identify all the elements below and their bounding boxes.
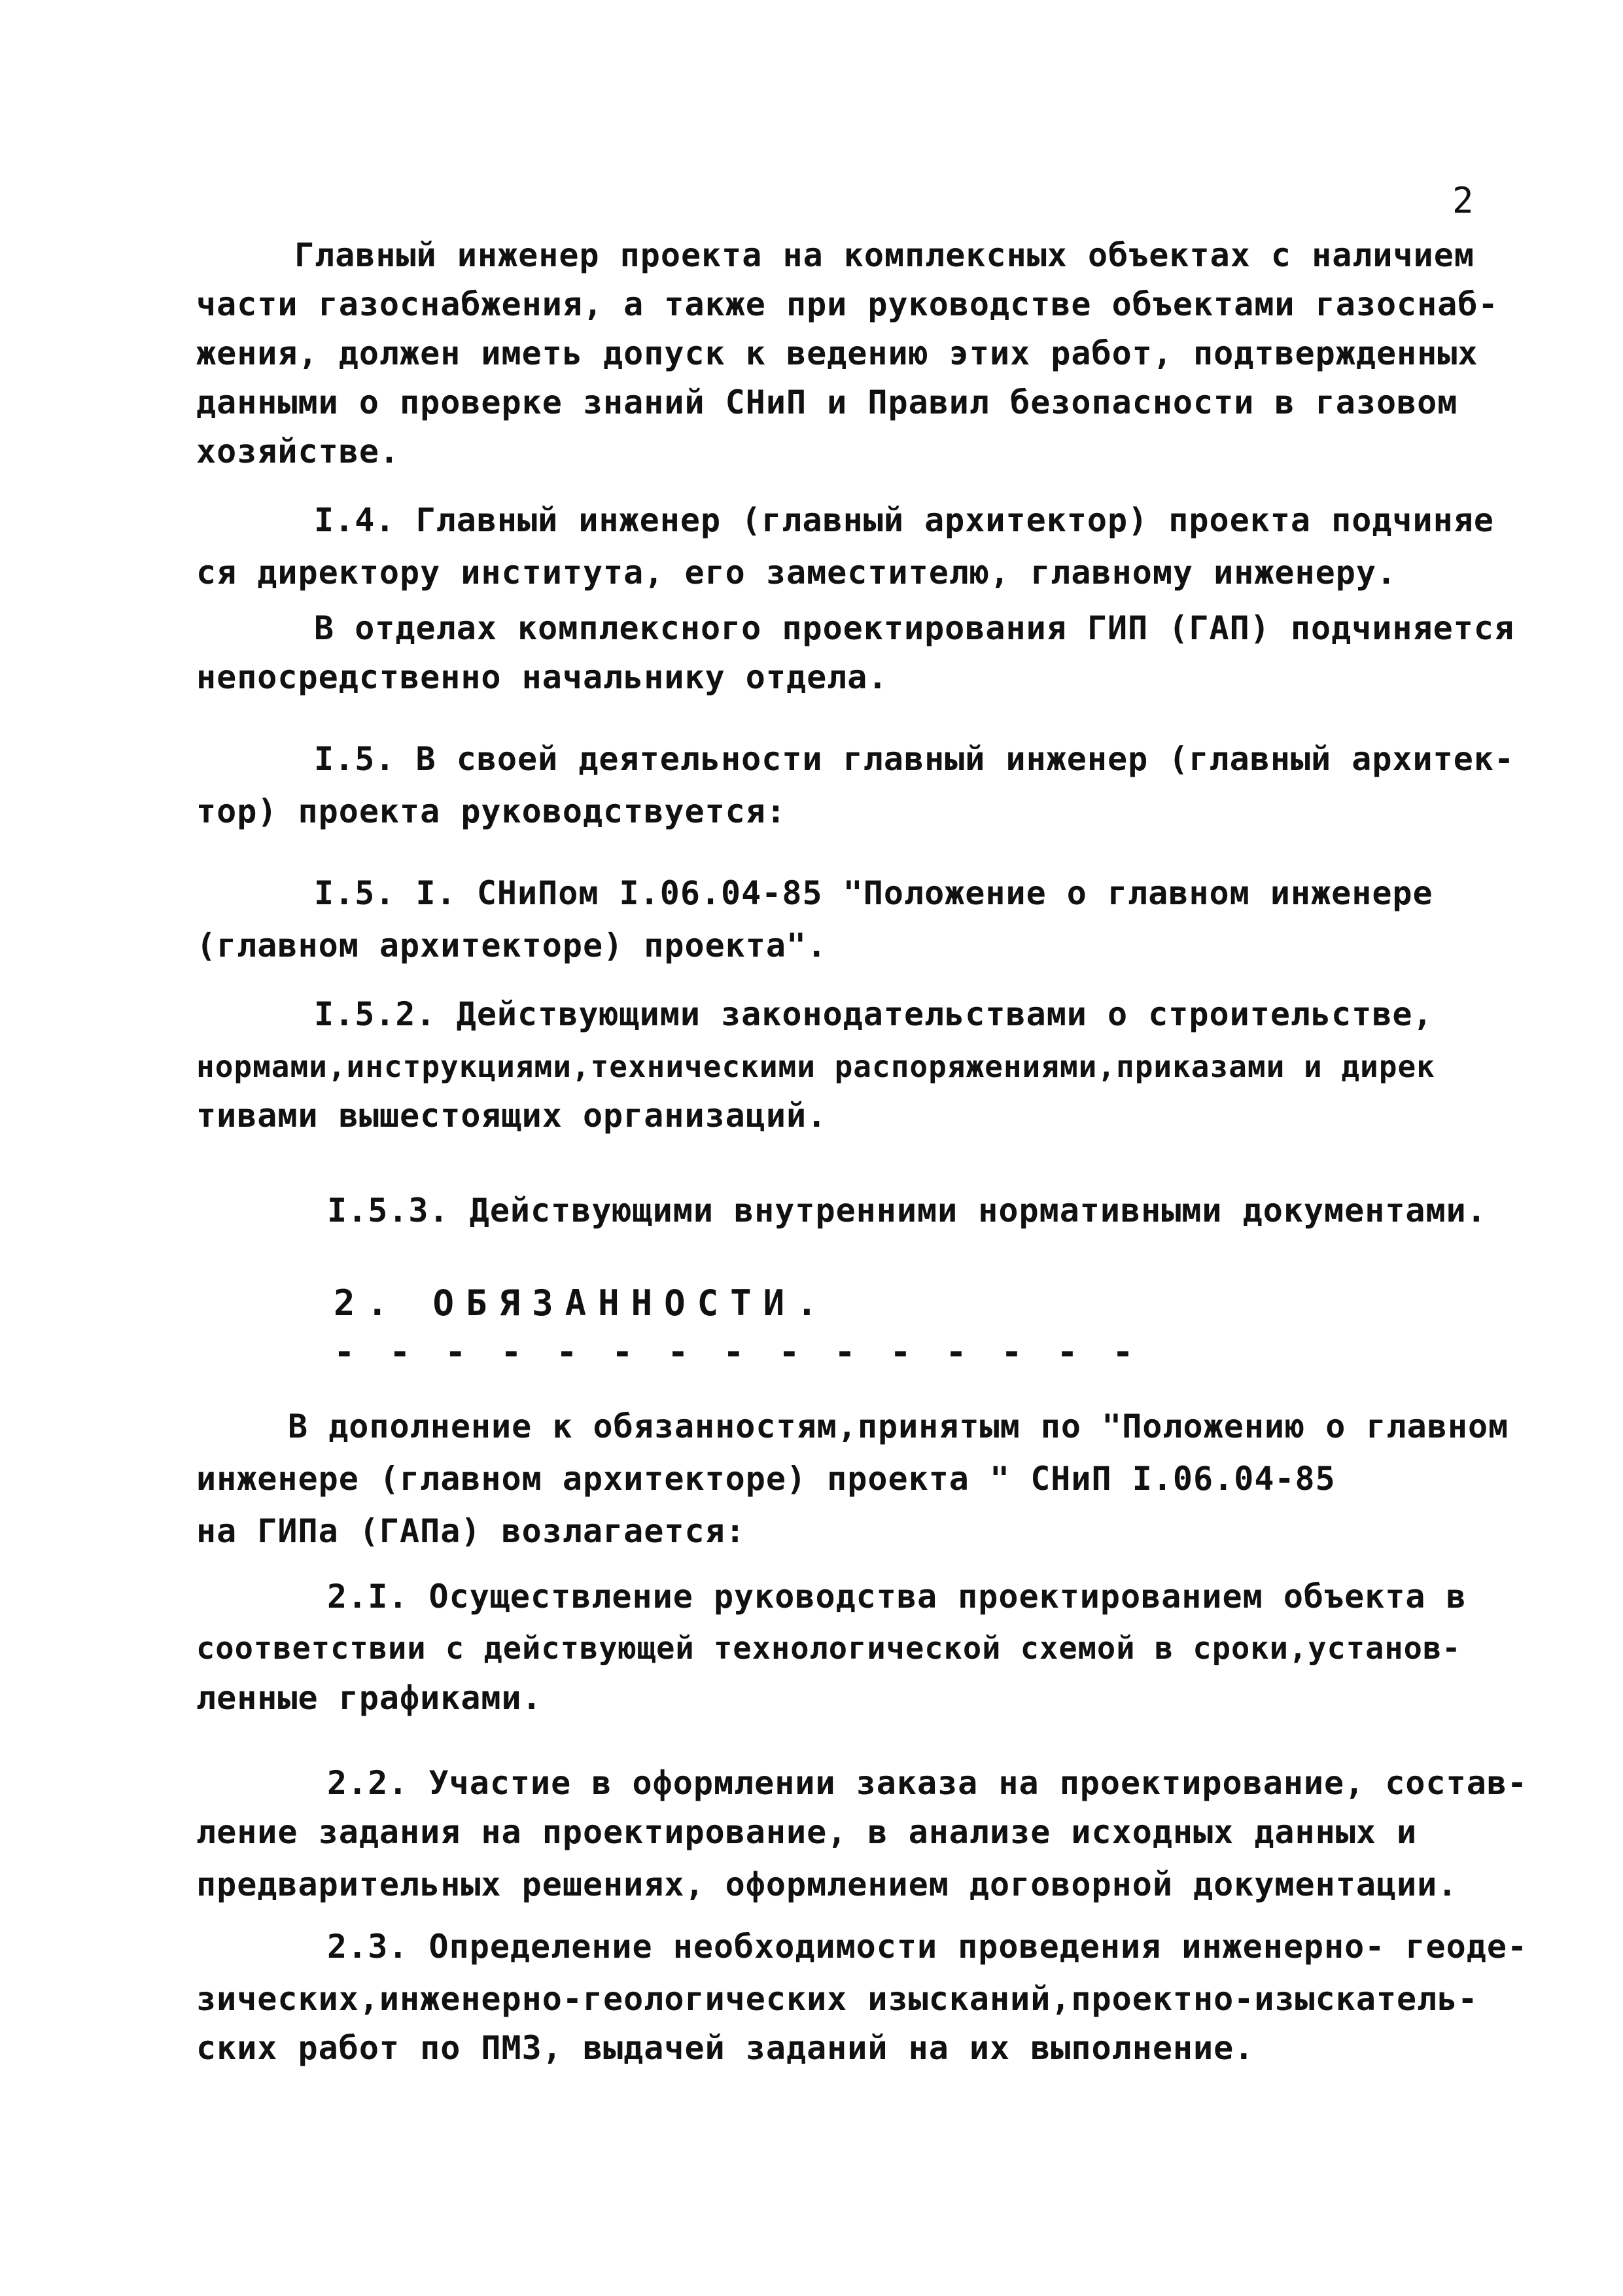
- intro-line-3: жения, должен иметь допуск к ведению этих работ, подтвержденных: [196, 334, 1478, 372]
- heading-underline: - - - - - - - - - - - - - - -: [334, 1332, 1140, 1373]
- page-number: 2: [1452, 180, 1474, 221]
- intro-line-2: части газоснабжения, а также при руководстве объектами газоснаб-: [196, 285, 1499, 323]
- clause-2-1-line-3: ленные графиками.: [196, 1679, 542, 1717]
- intro-line-1: Главный инженер проекта на комплексных объектах с наличием: [294, 236, 1475, 274]
- clause-2-2-line-3: предварительных решениях, оформлением договорной документации.: [196, 1865, 1458, 1903]
- clause-1-4-line-1: I.4. Главный инженер (главный архитектор) проекта подчиняе: [314, 501, 1494, 539]
- section-heading: 2. ОБЯЗАННОСТИ.: [334, 1282, 829, 1324]
- clause-2-1-line-2: соответствии с действующей технологической схемой в сроки,установ-: [196, 1631, 1461, 1667]
- clause-1-5-1-line-1: I.5. I. СНиПом I.06.04-85 "Положение о главном инженере: [314, 874, 1433, 912]
- clause-2-3-line-2: зических,инженерно-геологических изысканий,проектно-изыскатель-: [196, 1980, 1478, 2018]
- clause-2-2-line-1: 2.2. Участие в оформлении заказа на проектирование, состав-: [327, 1764, 1528, 1802]
- clause-1-4b-line-2: непосредственно начальнику отдела.: [196, 658, 888, 696]
- clause-1-4b-line-1: В отделах комплексного проектирования ГИП (ГАП) подчиняется: [314, 609, 1515, 647]
- clause-2-2-line-2: ление задания на проектирование, в анализе исходных данных и: [196, 1813, 1418, 1851]
- clause-2-3-line-3: ских работ по ПМЗ, выдачей заданий на их выполнение.: [196, 2029, 1255, 2067]
- section-2-intro-line-3: на ГИПа (ГАПа) возлагается:: [196, 1512, 746, 1550]
- clause-1-5-2-line-1: I.5.2. Действующими законодательствами о строительстве,: [314, 995, 1433, 1033]
- clause-1-5-2-line-2: нормами,инструкциями,техническими распоряжениями,приказами и дирек: [196, 1049, 1435, 1084]
- intro-line-5: хозяйстве.: [196, 433, 400, 470]
- clause-2-3-line-1: 2.3. Определение необходимости проведения инженерно- геоде-: [327, 1928, 1528, 1966]
- clause-1-5-line-1: I.5. В своей деятельности главный инженер (главный архитек-: [314, 740, 1515, 778]
- clause-1-4-line-2: ся директору института, его заместителю, главному инженеру.: [196, 554, 1397, 592]
- clause-2-1-line-1: 2.I. Осуществление руководства проектированием объекта в: [327, 1578, 1467, 1616]
- section-2-intro-line-2: инженере (главном архитекторе) проекта " СНиП I.06.04-85: [196, 1460, 1336, 1498]
- section-2-intro-line-1: В дополнение к обязанностям,принятым по "Положению о главном: [288, 1407, 1509, 1445]
- intro-line-4: данными о проверке знаний СНиП и Правил безопасности в газовом: [196, 383, 1458, 421]
- clause-1-5-2-line-3: тивами вышестоящих организаций.: [196, 1097, 828, 1135]
- clause-1-5-3-line-1: I.5.3. Действующими внутренними нормативными документами.: [327, 1192, 1487, 1229]
- clause-1-5-1-line-2: (главном архитекторе) проекта".: [196, 927, 828, 964]
- clause-1-5-line-2: тор) проекта руководствуется:: [196, 792, 786, 830]
